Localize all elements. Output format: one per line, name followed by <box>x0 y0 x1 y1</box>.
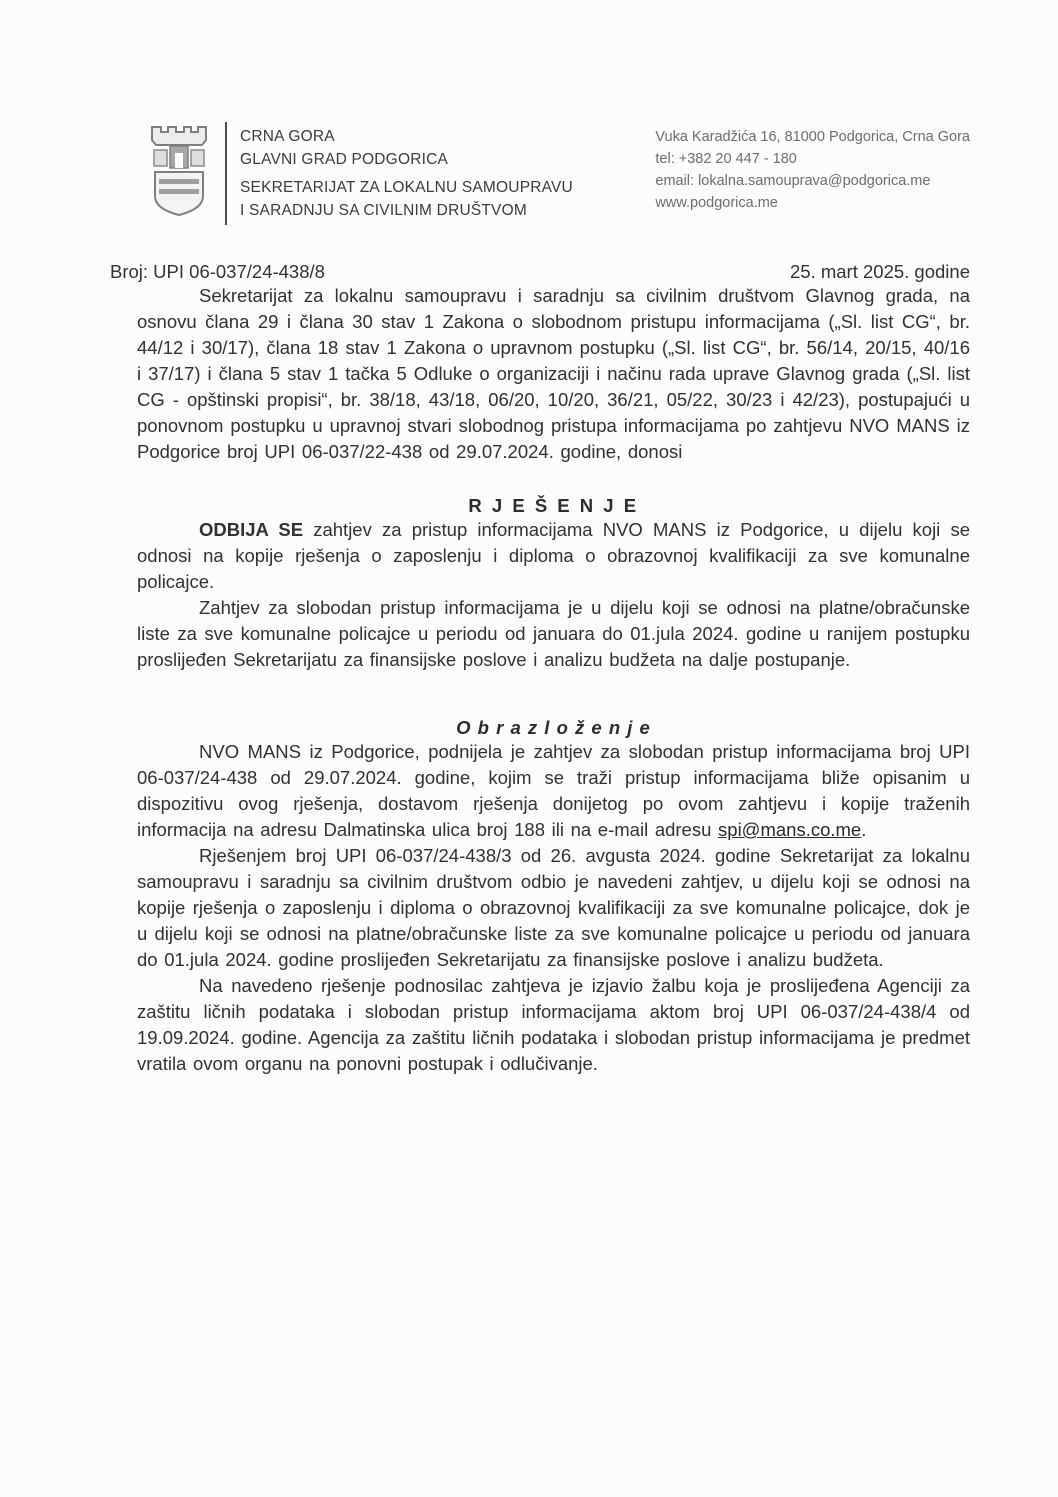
request-text: NVO MANS iz Podgorice, podnijela je zahtjev za slobodan pristup informacijama broj UPI 06-037/24-438 od 29.07.2024. godine, kojim se traži pristup informacijama bliže opisanim u dispozitivu ovog rješenja, dostavom rješenja donijetog po ovom zahtjevu i kopije traženih informacija na adresu Dalmatinska ulica broj 188 ili na e-mail adresu <box>137 741 970 840</box>
org-name-block <box>225 122 573 225</box>
heading-rjesenje: R J E Š E N J E <box>468 495 639 516</box>
previous-decision-paragraph: Rješenjem broj UPI 06-037/24-438/3 od 26. avgusta 2024. godine Sekretarijat za lokalnu samoupravu i saradnju sa civilnim društvom odbio je navedeni zahtjev, u dijelu koji se odnosi na kopije rješenja o zaposlenju i diploma o obrazovnoj kvalifikaciji za sve komunalne policajce, dok je u dijelu koji se odnosi na platne/obračunske liste za sve komunalne policajce u periodu od januara do 01.jula 2024. godine proslijeđen Sekretarijatu za finansijske poslove i analizu budžeta. <box>137 845 970 970</box>
request-paragraph <box>137 739 970 843</box>
document-date: 25. mart 2025. godine <box>790 261 970 282</box>
org-name-line: GLAVNI GRAD PODGORICA <box>240 151 449 168</box>
contact-phone: tel: +382 20 447 - 180 <box>655 151 797 167</box>
decision-lead: ODBIJA SE <box>199 519 304 540</box>
letterhead <box>147 122 970 225</box>
decision-paragraph <box>137 517 970 595</box>
org-name-line: I SARADNJU SA CIVILNIM DRUŠTVOM <box>240 202 527 219</box>
contact-email: email: lokalna.samouprava@podgorica.me <box>655 173 931 189</box>
request-text-end: . <box>861 819 867 840</box>
decision-text: zahtjev za pristup informacijama NVO MANS iz Podgorice, u dijelu koji se odnosi na kopije rješenja o zaposlenju i diploma o obrazovnoj kvalifikaciji za sve komunalne policajce. <box>137 519 970 592</box>
contact-website: www.podgorica.me <box>655 195 778 211</box>
appeal-paragraph: Na navedeno rješenje podnosilac zahtjeva je izjavio žalbu koja je proslijeđena Agenciji za zaštitu ličnih podataka i slobodan pristup informacijama aktom broj UPI 06-037/24-438/4 od 19.09.2024. godine. Agencija za zaštitu ličnih podataka i slobodan pristup informacijama je predmet vratila ovom organu na ponovni postupak i odlučivanje. <box>137 975 970 1074</box>
forwarding-paragraph: Zahtjev za slobodan pristup informacijama je u dijelu koji se odnosi na platne/obračunske liste za sve komunalne policajce u periodu od januara do 01.jula 2024. godine u ranijem postupku proslijeđen Sekretarijatu za finansijske poslove i analizu budžeta na dalje postupanje. <box>137 597 970 670</box>
reference-row <box>110 261 970 283</box>
contact-block <box>655 122 970 214</box>
coat-of-arms-logo <box>147 122 211 223</box>
intro-paragraph: Sekretarijat za lokalnu samoupravu i saradnju sa civilnim društvom Glavnog grada, na osnovu člana 29 i člana 30 stav 1 Zakona o slobodnom pristupu informacijama („Sl. list CG“, br. 44/12 i 30/17), člana 18 stav 1 Zakona o upravnom postupku („Sl. list CG“, br. 56/14, 20/15, 40/16 i 37/17) i člana 5 stav 1 tačka 5 Odluke o organizaciji i načinu rada uprave Glavnog grada („Sl. list CG - opštinski propisi“, br. 38/18, 43/18, 06/20, 10/20, 36/21, 05/22, 30/23 i 42/23), postupajući u ponovnom postupku u upravnoj stvari slobodnog pristupa informacijama po zahtjevu NVO MANS iz Podgorice broj UPI 06-037/22-438 od 29.07.2024. godine, donosi <box>137 285 970 462</box>
heading-obrazlozenje: O b r a z l o ž e n j e <box>456 717 651 738</box>
org-name-line: CRNA GORA <box>240 128 335 145</box>
contact-address: Vuka Karadžića 16, 81000 Podgorica, Crna Gora <box>655 129 970 145</box>
org-name-line: SEKRETARIJAT ZA LOKALNU SAMOUPRAVU <box>240 179 573 196</box>
document-number: Broj: UPI 06-037/24-438/8 <box>110 261 325 282</box>
mans-email-link[interactable]: spi@mans.co.me <box>718 819 862 840</box>
